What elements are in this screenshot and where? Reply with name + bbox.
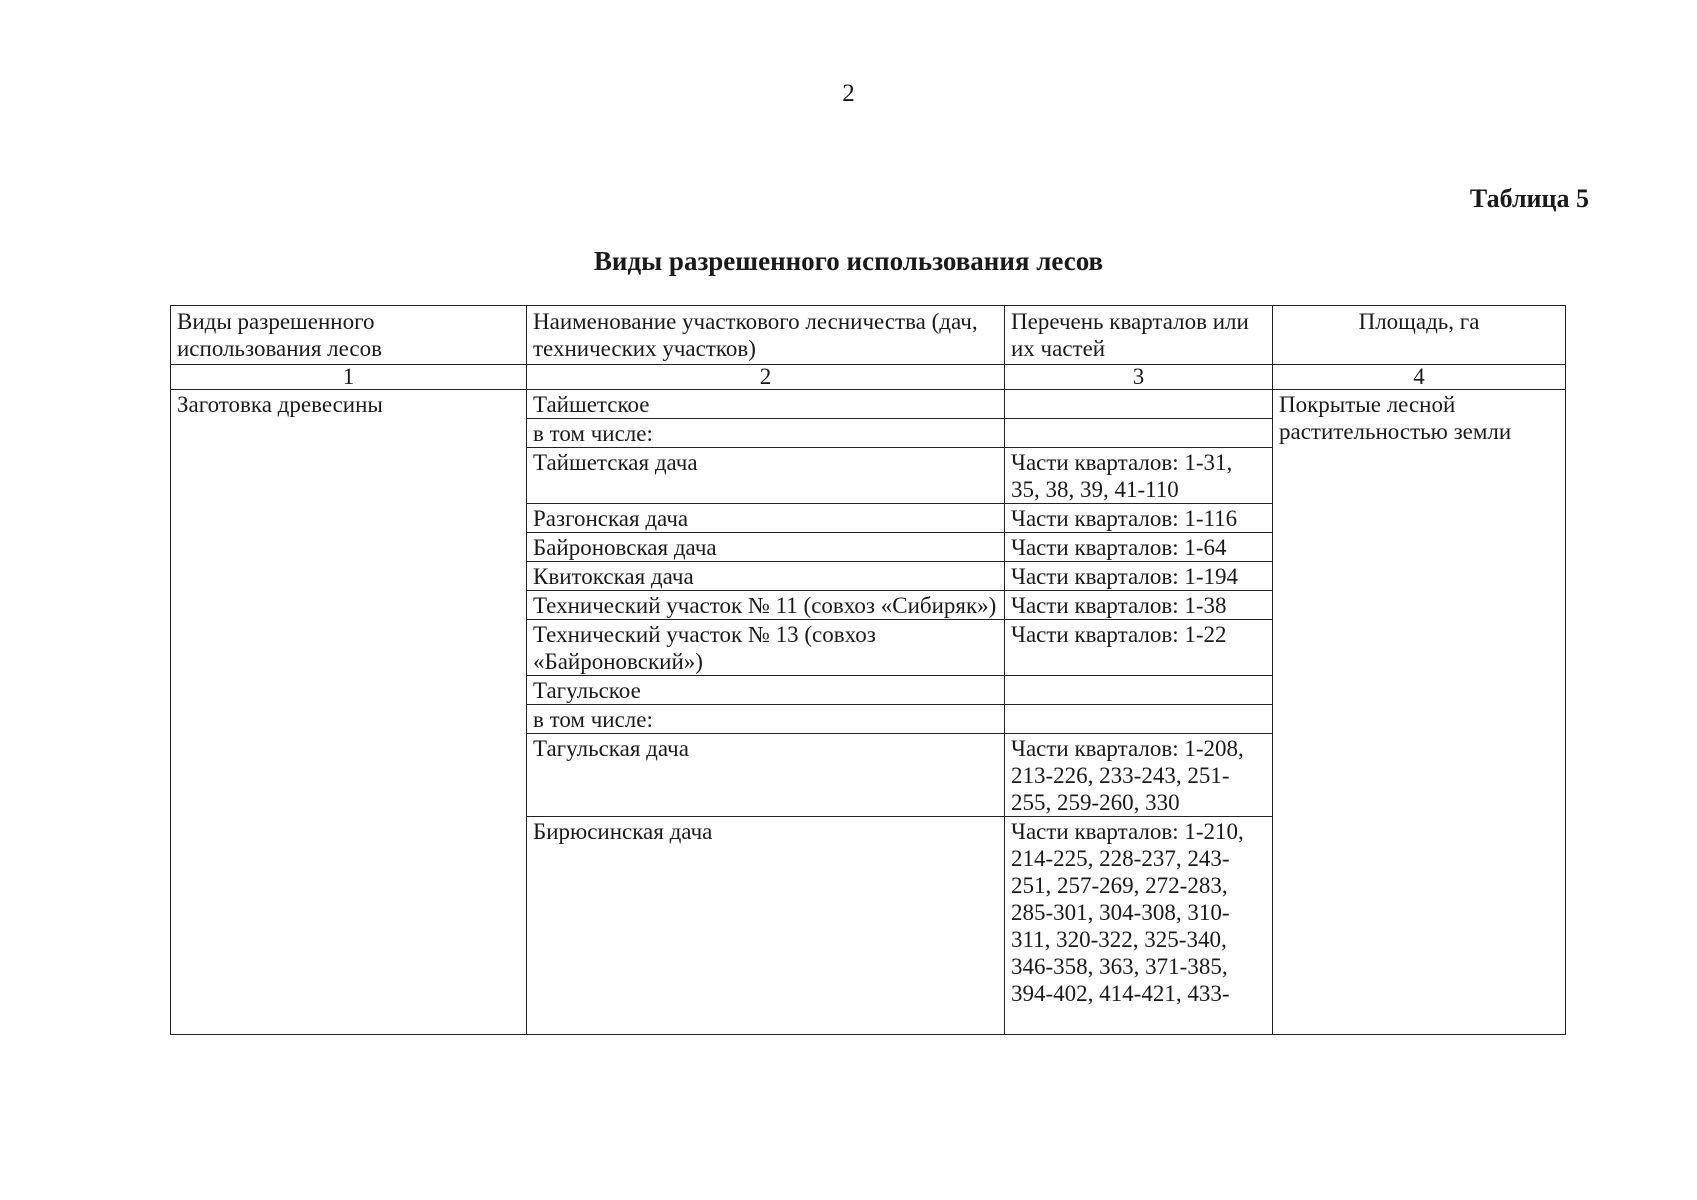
forestry-name: Байроновская дача <box>527 533 1005 562</box>
table-label: Таблица 5 <box>1469 184 1589 213</box>
column-number: 2 <box>527 365 1005 390</box>
use-type-cell: Заготовка древесины <box>171 390 527 1035</box>
forestry-name: Тагульская дача <box>527 734 1005 817</box>
quarters-list: Части кварталов: 1-194 <box>1005 562 1273 591</box>
forest-use-table <box>170 305 1566 1035</box>
header-row <box>171 306 1566 365</box>
area-cell: Покрытые лесной растительностью земли <box>1273 390 1566 1035</box>
header-cell: Наименование участкового лесничества (дач, технических участков) <box>527 306 1005 365</box>
forestry-name: Квитокская дача <box>527 562 1005 591</box>
forestry-name: в том числе: <box>527 419 1005 448</box>
header-cell: Виды разрешенного использования лесов <box>171 306 527 365</box>
quarters-list: Части кварталов: 1-22 <box>1005 620 1273 676</box>
quarters-list: Части кварталов: 1-210, 214-225, 228-237, 243-251, 257-269, 272-283, 285-301, 304-308, 310-311, 320-322, 325-340, 346-358, 363, 371-385, 394-402, 414-421, 433- <box>1005 817 1273 1035</box>
quarters-list: Части кварталов: 1-31, 35, 38, 39, 41-110 <box>1005 448 1273 504</box>
quarters-list <box>1005 705 1273 734</box>
quarters-list <box>1005 390 1273 419</box>
column-number: 3 <box>1005 365 1273 390</box>
quarters-list <box>1005 419 1273 448</box>
quarters-list: Части кварталов: 1-38 <box>1005 591 1273 620</box>
table-row <box>171 390 1566 419</box>
forestry-name: Тагульское <box>527 676 1005 705</box>
column-number-row <box>171 365 1566 390</box>
quarters-list: Части кварталов: 1-208, 213-226, 233-243, 251-255, 259-260, 330 <box>1005 734 1273 817</box>
forestry-name: Бирюсинская дача <box>527 817 1005 1035</box>
table-title: Виды разрешенного использования лесов <box>593 246 1104 276</box>
forestry-name: Тайшетская дача <box>527 448 1005 504</box>
column-number: 1 <box>171 365 527 390</box>
quarters-list: Части кварталов: 1-64 <box>1005 533 1273 562</box>
forestry-name: Тайшетское <box>527 390 1005 419</box>
forestry-name: Разгонская дача <box>527 504 1005 533</box>
forestry-name: Технический участок № 11 (совхоз «Сибиряк») <box>527 591 1005 620</box>
page-number: 2 <box>842 80 855 107</box>
column-number: 4 <box>1273 365 1566 390</box>
header-cell: Площадь, га <box>1273 306 1566 365</box>
header-cell: Перечень кварталов или их частей <box>1005 306 1273 365</box>
forestry-name: Технический участок № 13 (совхоз «Байроновский») <box>527 620 1005 676</box>
quarters-list: Части кварталов: 1-116 <box>1005 504 1273 533</box>
forestry-name: в том числе: <box>527 705 1005 734</box>
quarters-list <box>1005 676 1273 705</box>
